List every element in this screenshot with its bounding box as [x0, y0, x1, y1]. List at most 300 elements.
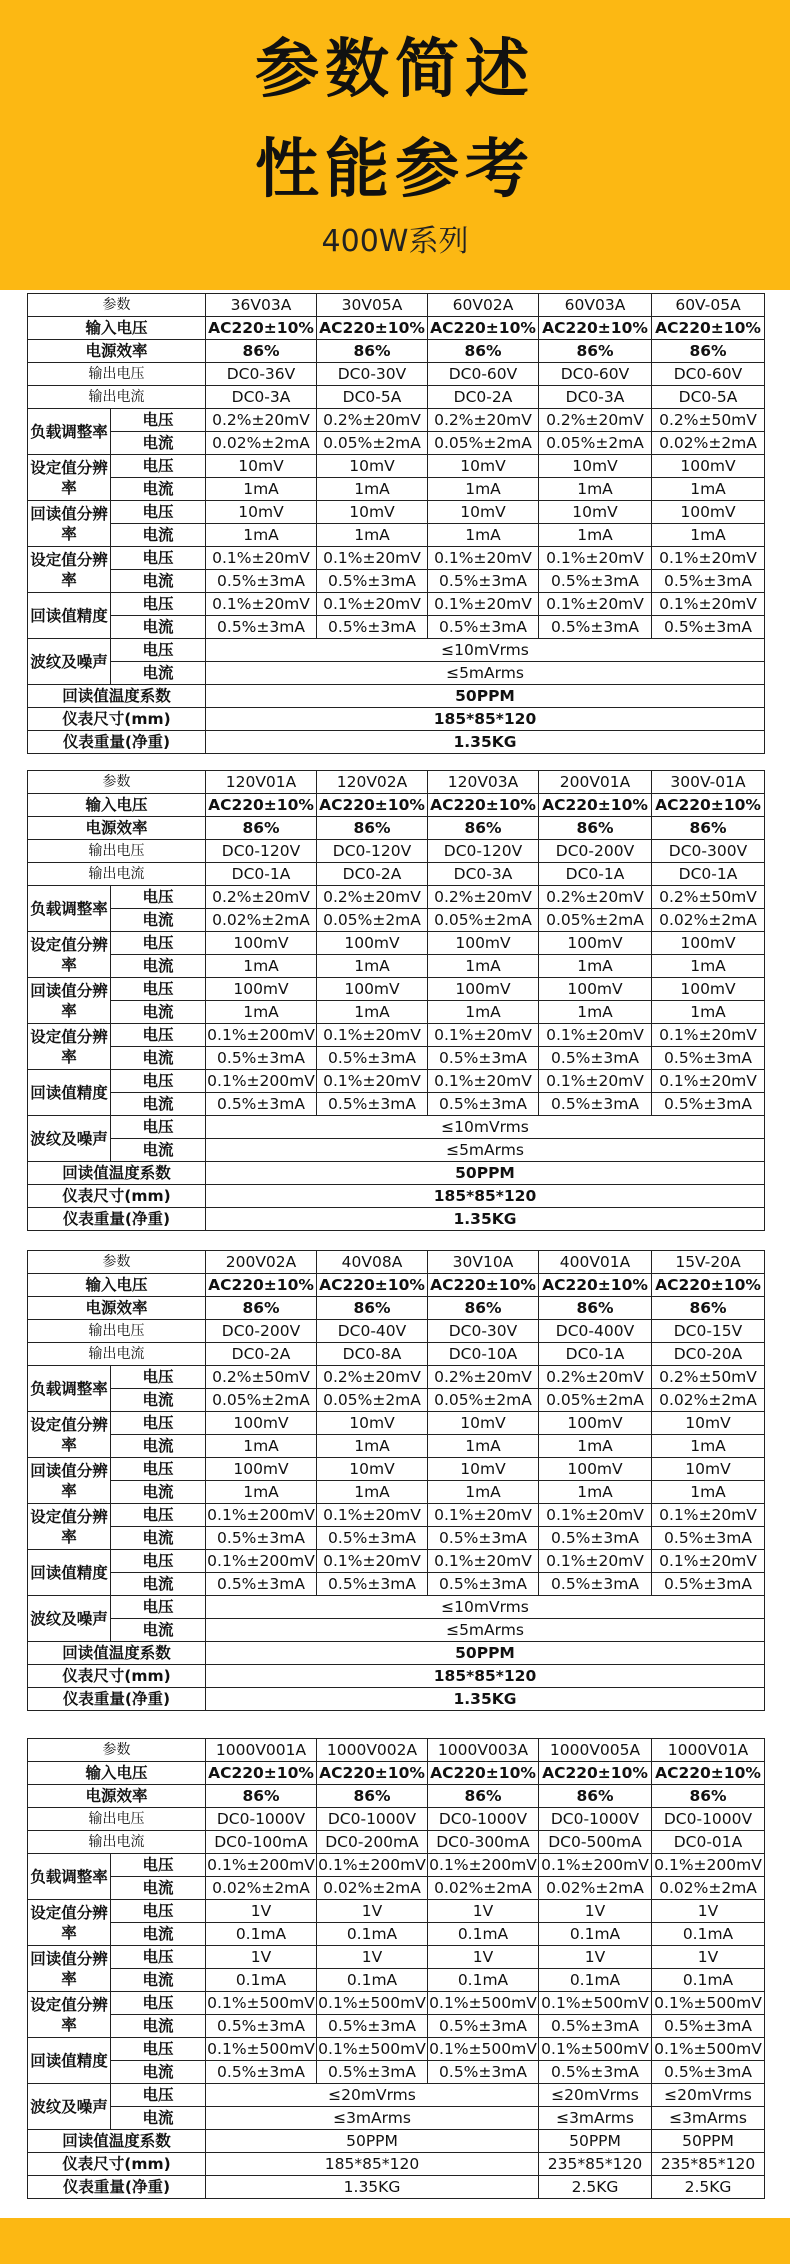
- value-cell: 0.5%±3mA: [428, 1573, 539, 1596]
- value-cell: 0.5%±3mA: [206, 616, 317, 639]
- value-cell: 0.5%±3mA: [652, 1527, 765, 1550]
- value-cell: 10mV: [652, 1458, 765, 1481]
- row-label: 参数: [28, 294, 206, 317]
- value-cell: 0.1%±500mV: [539, 2038, 652, 2061]
- row-label: 参数: [28, 1251, 206, 1274]
- value-cell: 0.1%±20mV: [539, 1070, 652, 1093]
- row-label: 参数: [28, 1739, 206, 1762]
- row-label: 仪表尺寸(mm): [28, 2153, 206, 2176]
- row-label: 回读值精度: [28, 1550, 111, 1596]
- value-cell: DC0-1A: [206, 863, 317, 886]
- value-cell: DC0-120V: [317, 840, 428, 863]
- value-cell: 0.1%±20mV: [428, 1550, 539, 1573]
- value-cell: AC220±10%: [652, 1274, 765, 1297]
- page-title-line2: 性能参考: [255, 133, 535, 207]
- merged-value: 50PPM: [206, 2130, 539, 2153]
- value-cell: 0.1%±20mV: [428, 1024, 539, 1047]
- value-cell: 1000V005A: [539, 1739, 652, 1762]
- value-cell: 0.05%±2mA: [317, 432, 428, 455]
- value-cell: 0.5%±3mA: [317, 1573, 428, 1596]
- series-subtitle: 400W系列: [321, 224, 469, 259]
- value-cell: 1V: [428, 1946, 539, 1969]
- merged-value: 185*85*120: [206, 1185, 765, 1208]
- value-cell: DC0-30V: [428, 1320, 539, 1343]
- value-cell: 0.05%±2mA: [428, 909, 539, 932]
- merged-value: ≤20mVrms: [206, 2084, 539, 2107]
- value-cell: 0.02%±2mA: [652, 1389, 765, 1412]
- row-label: 参数: [28, 771, 206, 794]
- value-cell: AC220±10%: [652, 1762, 765, 1785]
- value-cell: AC220±10%: [206, 794, 317, 817]
- value-cell: 100mV: [652, 455, 765, 478]
- value-cell: 0.2%±20mV: [317, 886, 428, 909]
- value-cell: 0.02%±2mA: [428, 1877, 539, 1900]
- value-cell: 0.1%±20mV: [652, 1504, 765, 1527]
- value-cell: AC220±10%: [206, 317, 317, 340]
- value-cell: 0.1%±20mV: [652, 593, 765, 616]
- value-cell: 0.5%±3mA: [539, 1527, 652, 1550]
- sub-label: 电压: [111, 409, 206, 432]
- value-cell: 1mA: [428, 955, 539, 978]
- row-label: 回读值精度: [28, 2038, 111, 2084]
- value-cell: 0.02%±2mA: [317, 1877, 428, 1900]
- value-cell: 0.2%±20mV: [428, 409, 539, 432]
- value-cell: 0.5%±3mA: [652, 1093, 765, 1116]
- value-cell: 1mA: [428, 1481, 539, 1504]
- value-cell: 0.5%±3mA: [652, 2061, 765, 2084]
- value-cell: 0.2%±20mV: [428, 1366, 539, 1389]
- value-cell: 1mA: [652, 1481, 765, 1504]
- value-cell: 30V10A: [428, 1251, 539, 1274]
- sub-label: 电流: [111, 1619, 206, 1642]
- value-cell: AC220±10%: [206, 1762, 317, 1785]
- value-cell: DC0-200V: [206, 1320, 317, 1343]
- value-cell: 0.1mA: [539, 1969, 652, 1992]
- merged-value: 1.35KG: [206, 1208, 765, 1231]
- value-cell: 0.5%±3mA: [652, 1573, 765, 1596]
- sub-label: 电流: [111, 616, 206, 639]
- sub-label: 电压: [111, 1854, 206, 1877]
- sub-label: 电压: [111, 1458, 206, 1481]
- value-cell: 1mA: [539, 478, 652, 501]
- value-cell: 86%: [428, 1297, 539, 1320]
- row-label: 仪表重量(净重): [28, 2176, 206, 2199]
- sub-label: 电流: [111, 955, 206, 978]
- spec-table: [27, 1738, 765, 2199]
- value-cell: 86%: [206, 1297, 317, 1320]
- value-cell: 100mV: [428, 932, 539, 955]
- merged-value: ≤10mVrms: [206, 1116, 765, 1139]
- value-cell: 1mA: [206, 478, 317, 501]
- row-label: 负载调整率: [28, 1366, 111, 1412]
- value-cell: 1mA: [317, 1001, 428, 1024]
- sub-label: 电流: [111, 1969, 206, 1992]
- value-cell: AC220±10%: [317, 317, 428, 340]
- value-cell: DC0-2A: [317, 863, 428, 886]
- value-cell: DC0-01A: [652, 1831, 765, 1854]
- value-cell: AC220±10%: [317, 1274, 428, 1297]
- value-cell: 1000V001A: [206, 1739, 317, 1762]
- value-cell: 1mA: [539, 1435, 652, 1458]
- value-cell: 0.5%±3mA: [206, 2061, 317, 2084]
- value-cell: 1V: [317, 1946, 428, 1969]
- value-cell: 0.1%±500mV: [652, 1992, 765, 2015]
- merged-value: 50PPM: [652, 2130, 765, 2153]
- value-cell: DC0-3A: [539, 386, 652, 409]
- value-cell: AC220±10%: [652, 317, 765, 340]
- value-cell: 0.05%±2mA: [317, 909, 428, 932]
- merged-value: 2.5KG: [539, 2176, 652, 2199]
- value-cell: DC0-15V: [652, 1320, 765, 1343]
- row-label: 输出电流: [28, 1831, 206, 1854]
- value-cell: 86%: [652, 1297, 765, 1320]
- sub-label: 电压: [111, 593, 206, 616]
- sub-label: 电流: [111, 909, 206, 932]
- sub-label: 电流: [111, 1001, 206, 1024]
- value-cell: 0.2%±50mV: [652, 886, 765, 909]
- value-cell: 0.2%±20mV: [539, 1366, 652, 1389]
- sub-label: 电流: [111, 1923, 206, 1946]
- merged-value: ≤3mArms: [539, 2107, 652, 2130]
- value-cell: 0.02%±2mA: [539, 1877, 652, 1900]
- value-cell: 0.02%±2mA: [652, 909, 765, 932]
- value-cell: 200V01A: [539, 771, 652, 794]
- sub-label: 电压: [111, 639, 206, 662]
- value-cell: 1V: [206, 1900, 317, 1923]
- value-cell: 0.1mA: [428, 1969, 539, 1992]
- value-cell: 1mA: [539, 524, 652, 547]
- value-cell: 100mV: [652, 978, 765, 1001]
- value-cell: 100mV: [206, 978, 317, 1001]
- merged-value: ≤5mArms: [206, 662, 765, 685]
- value-cell: DC0-60V: [428, 363, 539, 386]
- value-cell: 0.5%±3mA: [428, 1047, 539, 1070]
- sub-label: 电流: [111, 1093, 206, 1116]
- sub-label: 电压: [111, 1366, 206, 1389]
- value-cell: DC0-5A: [652, 386, 765, 409]
- merged-value: 1.35KG: [206, 2176, 539, 2199]
- value-cell: 0.5%±3mA: [539, 616, 652, 639]
- value-cell: 0.1%±200mV: [428, 1854, 539, 1877]
- value-cell: 0.1%±20mV: [652, 1550, 765, 1573]
- value-cell: 86%: [206, 1785, 317, 1808]
- value-cell: 0.1mA: [428, 1923, 539, 1946]
- spec-table: [27, 293, 765, 754]
- merged-value: ≤5mArms: [206, 1139, 765, 1162]
- row-label: 回读值精度: [28, 1070, 111, 1116]
- row-label: 仪表重量(净重): [28, 1688, 206, 1711]
- row-label: 设定值分辨率: [28, 1412, 111, 1458]
- value-cell: AC220±10%: [428, 1274, 539, 1297]
- header-banner: [0, 0, 790, 290]
- value-cell: DC0-60V: [652, 363, 765, 386]
- value-cell: DC0-30V: [317, 363, 428, 386]
- row-label: 设定值分辨率: [28, 547, 111, 593]
- value-cell: 0.5%±3mA: [317, 2061, 428, 2084]
- merged-value: ≤5mArms: [206, 1619, 765, 1642]
- value-cell: 0.05%±2mA: [428, 432, 539, 455]
- value-cell: DC0-1000V: [317, 1808, 428, 1831]
- value-cell: 0.2%±20mV: [539, 886, 652, 909]
- value-cell: 1mA: [652, 478, 765, 501]
- row-label: 电源效率: [28, 817, 206, 840]
- value-cell: 0.1%±500mV: [539, 1992, 652, 2015]
- value-cell: 0.5%±3mA: [428, 1527, 539, 1550]
- value-cell: DC0-120V: [428, 840, 539, 863]
- row-label: 输出电流: [28, 1343, 206, 1366]
- value-cell: 0.5%±3mA: [206, 2015, 317, 2038]
- value-cell: 120V01A: [206, 771, 317, 794]
- value-cell: 10mV: [539, 455, 652, 478]
- row-label: 输出电压: [28, 1808, 206, 1831]
- value-cell: 100mV: [206, 1412, 317, 1435]
- row-label: 设定值分辨率: [28, 1992, 111, 2038]
- merged-value: 50PPM: [206, 685, 765, 708]
- value-cell: DC0-10A: [428, 1343, 539, 1366]
- sub-label: 电压: [111, 932, 206, 955]
- page-title: 参数简述: [255, 33, 535, 107]
- row-label: 波纹及噪声: [28, 639, 111, 685]
- value-cell: 100mV: [428, 978, 539, 1001]
- row-label: 输入电压: [28, 1762, 206, 1785]
- value-cell: 1V: [317, 1900, 428, 1923]
- value-cell: 0.5%±3mA: [539, 1093, 652, 1116]
- value-cell: 0.2%±20mV: [206, 409, 317, 432]
- row-label: 仪表尺寸(mm): [28, 1185, 206, 1208]
- value-cell: 400V01A: [539, 1251, 652, 1274]
- value-cell: AC220±10%: [539, 317, 652, 340]
- value-cell: 1000V003A: [428, 1739, 539, 1762]
- value-cell: 0.1%±20mV: [317, 1504, 428, 1527]
- value-cell: 1mA: [206, 955, 317, 978]
- sub-label: 电压: [111, 1992, 206, 2015]
- value-cell: 1V: [652, 1900, 765, 1923]
- value-cell: 1mA: [539, 1001, 652, 1024]
- value-cell: DC0-1000V: [539, 1808, 652, 1831]
- value-cell: AC220±10%: [428, 1762, 539, 1785]
- row-label: 负载调整率: [28, 886, 111, 932]
- value-cell: AC220±10%: [539, 1274, 652, 1297]
- value-cell: 1mA: [317, 478, 428, 501]
- value-cell: 0.2%±50mV: [652, 1366, 765, 1389]
- value-cell: 1mA: [539, 955, 652, 978]
- sub-label: 电压: [111, 547, 206, 570]
- value-cell: 1mA: [539, 1481, 652, 1504]
- value-cell: 0.1%±20mV: [539, 547, 652, 570]
- value-cell: 86%: [539, 1297, 652, 1320]
- sub-label: 电流: [111, 478, 206, 501]
- row-label: 回读值分辨率: [28, 1946, 111, 1992]
- value-cell: 0.1mA: [317, 1969, 428, 1992]
- row-label: 回读值温度系数: [28, 1162, 206, 1185]
- sub-label: 电压: [111, 455, 206, 478]
- value-cell: 0.1%±200mV: [206, 1070, 317, 1093]
- value-cell: 10mV: [206, 501, 317, 524]
- value-cell: 0.1%±20mV: [428, 1504, 539, 1527]
- value-cell: 0.1%±20mV: [428, 547, 539, 570]
- value-cell: 1V: [652, 1946, 765, 1969]
- value-cell: 0.2%±20mV: [428, 886, 539, 909]
- value-cell: 0.1mA: [652, 1969, 765, 1992]
- value-cell: DC0-200mA: [317, 1831, 428, 1854]
- value-cell: 60V02A: [428, 294, 539, 317]
- value-cell: 0.1%±20mV: [652, 1070, 765, 1093]
- row-label: 回读值温度系数: [28, 1642, 206, 1665]
- sub-label: 电流: [111, 2015, 206, 2038]
- row-label: 输出电压: [28, 1320, 206, 1343]
- value-cell: 86%: [652, 1785, 765, 1808]
- value-cell: 1mA: [317, 1435, 428, 1458]
- value-cell: 1mA: [652, 1435, 765, 1458]
- value-cell: 100mV: [206, 932, 317, 955]
- merged-value: 50PPM: [206, 1642, 765, 1665]
- value-cell: 120V03A: [428, 771, 539, 794]
- value-cell: 1mA: [652, 524, 765, 547]
- value-cell: 10mV: [317, 455, 428, 478]
- value-cell: 1000V002A: [317, 1739, 428, 1762]
- row-label: 设定值分辨率: [28, 1024, 111, 1070]
- value-cell: DC0-3A: [428, 863, 539, 886]
- footer-banner: [0, 2218, 790, 2264]
- value-cell: 0.05%±2mA: [539, 909, 652, 932]
- value-cell: 0.1mA: [206, 1969, 317, 1992]
- value-cell: 0.1%±20mV: [428, 1070, 539, 1093]
- value-cell: 40V08A: [317, 1251, 428, 1274]
- value-cell: DC0-40V: [317, 1320, 428, 1343]
- value-cell: 1V: [428, 1900, 539, 1923]
- value-cell: 1V: [539, 1900, 652, 1923]
- sub-label: 电流: [111, 1139, 206, 1162]
- value-cell: 0.02%±2mA: [206, 909, 317, 932]
- sub-label: 电流: [111, 1481, 206, 1504]
- sub-label: 电流: [111, 1047, 206, 1070]
- value-cell: 1mA: [317, 1481, 428, 1504]
- value-cell: 0.5%±3mA: [317, 1093, 428, 1116]
- value-cell: 36V03A: [206, 294, 317, 317]
- row-label: 电源效率: [28, 1297, 206, 1320]
- sub-label: 电压: [111, 1412, 206, 1435]
- value-cell: DC0-36V: [206, 363, 317, 386]
- value-cell: 0.5%±3mA: [317, 2015, 428, 2038]
- value-cell: 0.05%±2mA: [317, 1389, 428, 1412]
- value-cell: DC0-2A: [206, 1343, 317, 1366]
- row-label: 输入电压: [28, 1274, 206, 1297]
- sub-label: 电压: [111, 1900, 206, 1923]
- value-cell: 1mA: [206, 1481, 317, 1504]
- value-cell: 1mA: [206, 1001, 317, 1024]
- value-cell: DC0-3A: [206, 386, 317, 409]
- value-cell: 100mV: [317, 978, 428, 1001]
- value-cell: 0.2%±20mV: [206, 886, 317, 909]
- value-cell: 0.02%±2mA: [652, 432, 765, 455]
- row-label: 负载调整率: [28, 409, 111, 455]
- value-cell: 0.1%±20mV: [317, 1024, 428, 1047]
- row-label: 回读值温度系数: [28, 685, 206, 708]
- value-cell: 1mA: [428, 478, 539, 501]
- sub-label: 电压: [111, 1596, 206, 1619]
- value-cell: 0.5%±3mA: [539, 1047, 652, 1070]
- value-cell: DC0-1000V: [206, 1808, 317, 1831]
- value-cell: 1V: [539, 1946, 652, 1969]
- sub-label: 电压: [111, 2084, 206, 2107]
- value-cell: 0.1%±20mV: [428, 593, 539, 616]
- value-cell: 1mA: [317, 955, 428, 978]
- value-cell: 100mV: [539, 978, 652, 1001]
- value-cell: 0.5%±3mA: [206, 1047, 317, 1070]
- value-cell: 0.5%±3mA: [539, 570, 652, 593]
- merged-value: ≤20mVrms: [539, 2084, 652, 2107]
- value-cell: 0.1mA: [652, 1923, 765, 1946]
- row-label: 仪表重量(净重): [28, 1208, 206, 1231]
- sub-label: 电流: [111, 2061, 206, 2084]
- value-cell: 86%: [317, 1785, 428, 1808]
- row-label: 设定值分辨率: [28, 1900, 111, 1946]
- sub-label: 电流: [111, 570, 206, 593]
- value-cell: 0.1%±200mV: [206, 1854, 317, 1877]
- sub-label: 电压: [111, 1550, 206, 1573]
- row-label: 波纹及噪声: [28, 2084, 111, 2130]
- value-cell: 10mV: [652, 1412, 765, 1435]
- value-cell: 0.5%±3mA: [652, 2015, 765, 2038]
- value-cell: 0.1%±20mV: [539, 1504, 652, 1527]
- value-cell: 0.1%±200mV: [206, 1024, 317, 1047]
- value-cell: 0.5%±3mA: [652, 1047, 765, 1070]
- value-cell: 100mV: [206, 1458, 317, 1481]
- value-cell: 0.02%±2mA: [206, 1877, 317, 1900]
- spec-table: [27, 1250, 765, 1711]
- value-cell: 100mV: [652, 932, 765, 955]
- value-cell: 0.5%±3mA: [652, 616, 765, 639]
- value-cell: 0.2%±20mV: [317, 409, 428, 432]
- value-cell: DC0-1000V: [652, 1808, 765, 1831]
- value-cell: 0.5%±3mA: [652, 570, 765, 593]
- row-label: 仪表重量(净重): [28, 731, 206, 754]
- value-cell: 0.1%±20mV: [539, 1024, 652, 1047]
- value-cell: 1mA: [652, 955, 765, 978]
- value-cell: 0.1%±20mV: [206, 547, 317, 570]
- row-label: 波纹及噪声: [28, 1116, 111, 1162]
- row-label: 输入电压: [28, 317, 206, 340]
- value-cell: 86%: [317, 340, 428, 363]
- value-cell: DC0-5A: [317, 386, 428, 409]
- value-cell: 10mV: [428, 1458, 539, 1481]
- value-cell: 0.1mA: [317, 1923, 428, 1946]
- value-cell: 0.2%±50mV: [652, 409, 765, 432]
- value-cell: DC0-1A: [539, 863, 652, 886]
- value-cell: DC0-300mA: [428, 1831, 539, 1854]
- row-label: 回读值分辨率: [28, 1458, 111, 1504]
- value-cell: 0.1mA: [206, 1923, 317, 1946]
- merged-value: 2.5KG: [652, 2176, 765, 2199]
- merged-value: 185*85*120: [206, 2153, 539, 2176]
- value-cell: 100mV: [539, 1458, 652, 1481]
- row-label: 回读值精度: [28, 593, 111, 639]
- value-cell: 1mA: [428, 524, 539, 547]
- value-cell: AC220±10%: [539, 794, 652, 817]
- merged-value: 50PPM: [206, 1162, 765, 1185]
- value-cell: DC0-20A: [652, 1343, 765, 1366]
- value-cell: DC0-60V: [539, 363, 652, 386]
- sub-label: 电流: [111, 1877, 206, 1900]
- value-cell: 0.1%±20mV: [317, 1070, 428, 1093]
- value-cell: 1mA: [652, 1001, 765, 1024]
- merged-value: 1.35KG: [206, 1688, 765, 1711]
- value-cell: 86%: [317, 1297, 428, 1320]
- value-cell: 0.1%±20mV: [317, 547, 428, 570]
- row-label: 波纹及噪声: [28, 1596, 111, 1642]
- sub-label: 电压: [111, 501, 206, 524]
- value-cell: 0.1%±200mV: [652, 1854, 765, 1877]
